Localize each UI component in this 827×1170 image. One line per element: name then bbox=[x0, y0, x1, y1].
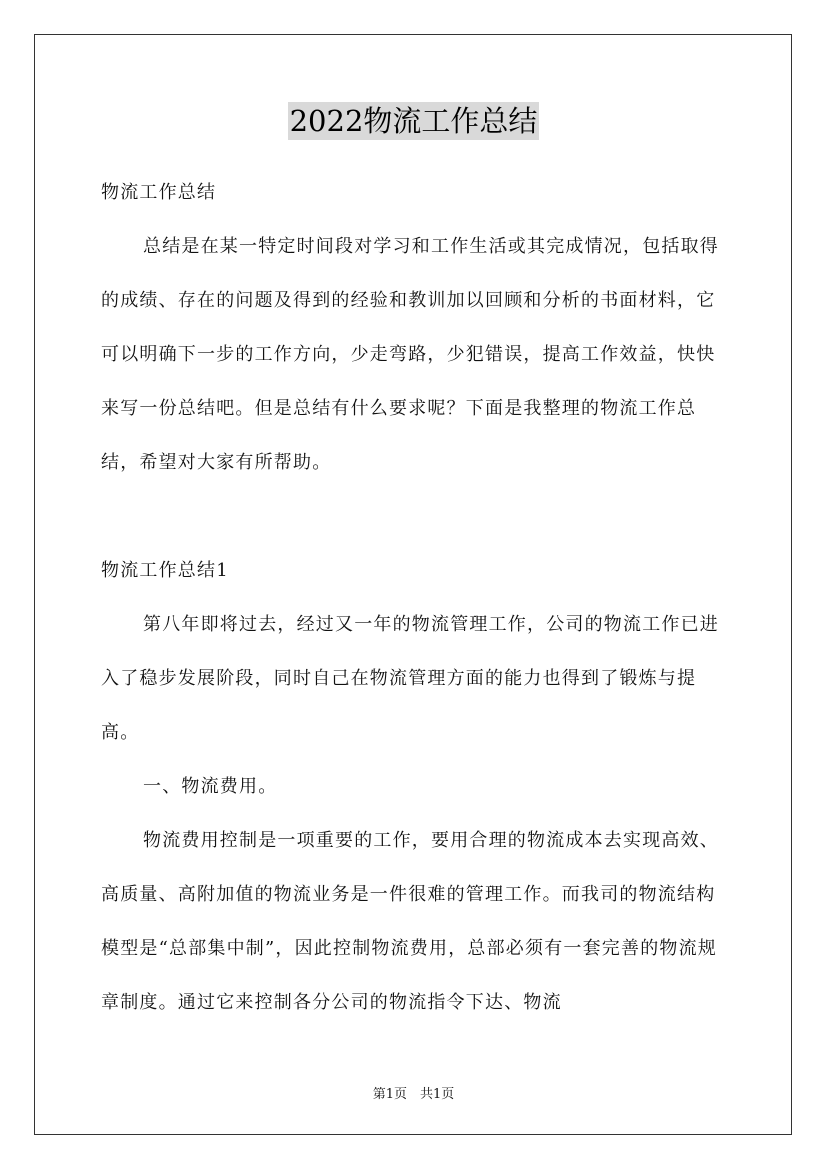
section-heading: 物流工作总结 bbox=[101, 182, 217, 203]
page-footer: 第1页 共1页 bbox=[372, 1087, 455, 1102]
document-body bbox=[101, 166, 725, 1030]
intro-paragraph: 总结是在某一特定时间段对学习和工作生活或其完成情况，包括取得的成绩、存在的问题及得到的经验和教训加以回顾和分析的书面材料，它可以明确下一步的工作方向，少走弯路，少犯错误，提高工作效益，快快来写一份总结吧。但是总结有什么要求呢？下面是我整理的物流工作总结，希望对大家有所帮助。 bbox=[101, 236, 719, 473]
subheading-logistics-costs: 一、物流费用。 bbox=[143, 776, 278, 797]
blank-line bbox=[101, 490, 725, 544]
document-title: 2022物流工作总结 bbox=[289, 104, 538, 138]
title-container bbox=[0, 102, 827, 140]
section1-paragraph-1: 第八年即将过去，经过又一年的物流管理工作，公司的物流工作已进入了稳步发展阶段，同时自己在物流管理方面的能力也得到了锻炼与提高。 bbox=[101, 614, 719, 743]
section1-paragraph-2: 物流费用控制是一项重要的工作，要用合理的物流成本去实现高效、高质量、高附加值的物流业务是一件很难的管理工作。而我司的物流结构模型是“总部集中制”，因此控制物流费用，总部必须有一套完善的物流规章制度。通过它来控制各分公司的物流指令下达、物流 bbox=[101, 830, 719, 1013]
section1-heading: 物流工作总结1 bbox=[101, 560, 229, 581]
